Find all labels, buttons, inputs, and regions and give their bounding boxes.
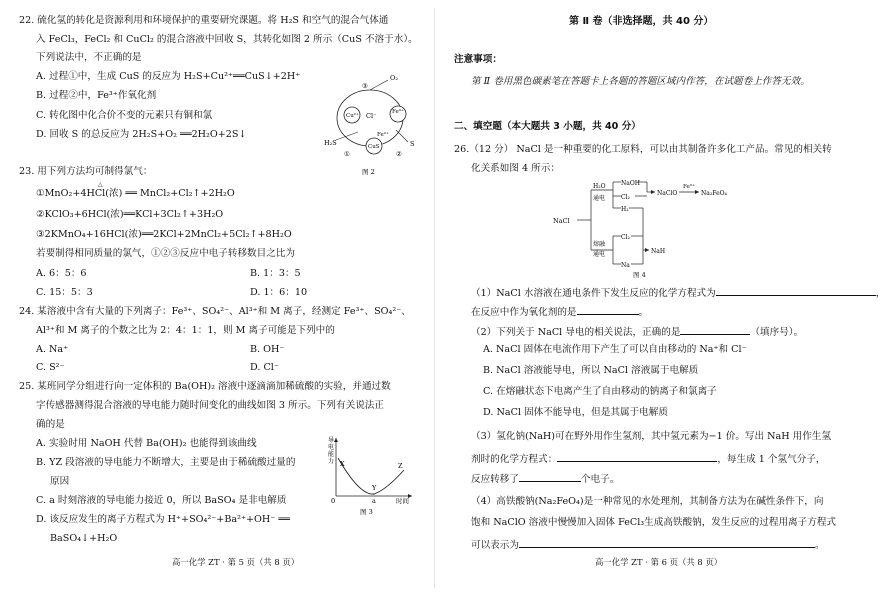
q24-option-b: B. OH⁻ bbox=[250, 344, 285, 355]
fig4-nah: NaH bbox=[651, 248, 666, 255]
q26-part3-line1: （3）氢化钠(NaH)可在野外用作生氢剂，其中氢元素为−1 价。写出 NaH 用作生氢 bbox=[471, 431, 832, 442]
q26-part2-text: （2）下列关于 NaCl 导电的相关说法，正确的是 bbox=[471, 327, 681, 338]
fig4-cl2-b: Cl₂ bbox=[621, 234, 630, 241]
q23-stem: 23. 用下列方法均可制得氯气： bbox=[19, 166, 153, 177]
q25-stem-line1: 25. 某班同学分组进行向一定体积的 Ba(OH)₂ 溶液中逐滴滴加稀硫酸的实验，并通过数 bbox=[19, 381, 391, 392]
q26-part4-end: 。 bbox=[814, 540, 825, 551]
q26-part4-line3 bbox=[471, 538, 825, 551]
figure-2-cycle-diagram bbox=[318, 70, 428, 178]
fig2-fe3: Fe³⁺ bbox=[392, 109, 404, 115]
fill-in-section-title: 二、填空题（本大题共 3 小题，共 40 分） bbox=[454, 121, 641, 132]
q26-part2-option-b: B. NaCl 溶液能导电，所以 NaCl 溶液属于电解质 bbox=[483, 365, 699, 376]
fig2-o2: O₂ bbox=[390, 74, 398, 82]
fig2-step1: ① bbox=[344, 150, 350, 158]
q23-r1-condition: △ bbox=[98, 181, 103, 188]
fig3-point-x: X bbox=[340, 460, 345, 468]
section-title: 第 Ⅱ 卷（非选择题，共 40 分） bbox=[569, 16, 714, 27]
fig3-caption: 图 3 bbox=[360, 508, 373, 516]
q22-stem-line1: 22. 硫化氢的转化是资源利用和环境保护的重要研究课题。将 H₂S 和空气的混合气体通 bbox=[19, 15, 389, 26]
q26-part1-line1: （1）NaCl 水溶液在通电条件下发生反应的化学方程式为 ， bbox=[471, 288, 885, 299]
q26-part2-hint: （填序号）。 bbox=[750, 327, 804, 338]
fig4-naclo: NaClO bbox=[657, 190, 678, 197]
fig3-point-z: Z bbox=[398, 462, 403, 470]
q23-option-d: D. 1：6：10 bbox=[250, 287, 308, 298]
fig3-point-y: Y bbox=[372, 484, 377, 492]
fig3-origin: 0 bbox=[331, 497, 336, 505]
q26-part3-blank-electrons[interactable] bbox=[519, 472, 581, 482]
fig2-cus: CuS bbox=[368, 144, 380, 150]
q22-stem-line3: 下列说法中，不正确的是 bbox=[36, 52, 142, 63]
q26-part1-text: （1）NaCl 水溶液在通电条件下发生反应的化学方程式为 bbox=[471, 288, 716, 299]
q26-part3-transfer-text: 反应转移了 bbox=[471, 474, 519, 485]
fig4-naoh: NaOH bbox=[621, 180, 640, 187]
fig4-rongrong: 熔融 bbox=[593, 241, 606, 248]
q26-part2-option-d: D. NaCl 固体不能导电，但是其属于电解质 bbox=[483, 407, 668, 418]
q25-option-c: C. a 时刻溶液的导电能力接近 0，所以 BaSO₄ 是非电解质 bbox=[36, 495, 287, 506]
fig4-nacl: NaCl bbox=[553, 217, 570, 225]
fig3-ylabel-1: 导 bbox=[328, 437, 335, 444]
q26-part2-line bbox=[471, 325, 803, 338]
figure-3-conductivity-graph bbox=[320, 436, 420, 516]
q22-option-b: B. 过程②中，Fe³⁺作氧化剂 bbox=[36, 90, 157, 101]
fig4-fe3: Fe³⁺ bbox=[683, 184, 695, 190]
q23-option-b: B. 1：3：5 bbox=[250, 268, 301, 279]
q25-option-b-line1: B. YZ 段溶液的导电能力不断增大，主要是由于稀硫酸过量的 bbox=[36, 457, 296, 468]
fig2-h2s: H₂S bbox=[324, 139, 337, 147]
q22-stem-line2: 入 FeCl₃，FeCl₂ 和 CuCl₂ 的混合溶液中回收 S，其转化如图 2 所示（CuS 不溶于水）。 bbox=[36, 34, 418, 45]
q24-stem-line1: 24. 某溶液中含有大量的下列离子：Fe³⁺、SO₄²⁻、Al³⁺和 M 离子，经测定 Fe³⁺、SO₄²⁻、 bbox=[19, 306, 411, 317]
fig2-cl: Cl⁻ bbox=[366, 112, 377, 120]
fig2-s: S bbox=[410, 140, 415, 148]
q25-option-d-line2: BaSO₄↓+H₂O bbox=[50, 533, 118, 544]
right-page-footer: 高一化学 ZT · 第 6 页（共 8 页） bbox=[595, 557, 723, 567]
q22-option-c: C. 转化图中化合价不变的元素只有铜和氯 bbox=[36, 110, 213, 121]
figure-4-nacl-conversion-diagram bbox=[551, 178, 731, 272]
q26-part2-option-a: A. NaCl 固体在电流作用下产生了可以自由移动的 Na⁺和 Cl⁻ bbox=[483, 344, 747, 355]
fig3-ylabel-4: 力 bbox=[328, 458, 335, 465]
q26-part3-blank-equation[interactable] bbox=[557, 452, 717, 462]
left-page-footer: 高一化学 ZT · 第 5 页（共 8 页） bbox=[172, 557, 300, 567]
q23-reaction-2: ②KClO₃+6HCl(浓)══KCl+3Cl₂↑+3H₂O bbox=[36, 209, 224, 220]
fig3-ylabel-2: 电 bbox=[328, 444, 335, 451]
fig2-step2: ② bbox=[396, 150, 402, 158]
fig4-h2o: H₂O bbox=[593, 183, 606, 190]
q25-stem-line2: 字传感器测得混合溶液的导电能力随时间变化的曲线如图 3 所示。下列有关说法正 bbox=[36, 400, 384, 411]
q26-stem-line2: 化关系如图 4 所示： bbox=[471, 163, 560, 174]
q24-option-c: C. S²⁻ bbox=[36, 362, 65, 373]
q25-option-b-line2: 原因 bbox=[50, 476, 70, 487]
q23-reaction-3: ③2KMnO₄+16HCl(浓)══2KCl+2MnCl₂+5Cl₂↑+8H₂O bbox=[36, 229, 292, 240]
q26-part4-line1: （4）高铁酸钠(Na₂FeO₄)是一种常见的水处理剂，其制备方法为在碱性条件下，向 bbox=[471, 496, 824, 507]
q26-part1-line2: 在反应中作为氧化剂的是 。 bbox=[471, 307, 649, 318]
q26-part1-oxidant-text: 在反应中作为氧化剂的是 bbox=[471, 307, 577, 318]
fig4-na2feo4: Na₂FeO₄ bbox=[701, 190, 727, 197]
fig4-na: Na bbox=[621, 262, 630, 269]
page-divider bbox=[434, 8, 435, 588]
q22-option-a: A. 过程①中，生成 CuS 的反应为 H₂S+Cu²⁺══CuS↓+2H⁺ bbox=[36, 71, 301, 82]
q26-stem-line1: 26.（12 分） NaCl 是一种重要的化工原料，可以由其制备许多化工产品。常见的相关转 bbox=[454, 144, 832, 155]
q26-part3-electrons-unit: 个电子。 bbox=[580, 474, 620, 485]
q26-part3-line2 bbox=[471, 452, 825, 465]
q25-option-a: A. 实验时用 NaOH 代替 Ba(OH)₂ 也能得到该曲线 bbox=[36, 438, 257, 449]
fig2-cu2: Cu²⁺ bbox=[346, 113, 359, 119]
q23-reaction-1: ①MnO₂+4HCl(浓) ══ MnCl₂+Cl₂↑+2H₂O bbox=[36, 188, 235, 199]
q26-part4-text: 可以表示为 bbox=[471, 540, 519, 551]
q23-option-a: A. 6：5：6 bbox=[36, 268, 87, 279]
fig4-caption: 图 4 bbox=[633, 271, 646, 279]
q26-part2-option-c: C. 在熔融状态下电离产生了自由移动的钠离子和氯离子 bbox=[483, 386, 717, 397]
notice-title: 注意事项： bbox=[454, 54, 502, 65]
q22-option-d: D. 回收 S 的总反应为 2H₂S+O₂ ══2H₂O+2S↓ bbox=[36, 129, 247, 140]
fig4-tongdian-2: 通电 bbox=[593, 251, 606, 258]
fig3-point-a: a bbox=[372, 497, 376, 505]
q24-option-a: A. Na⁺ bbox=[36, 344, 69, 355]
fig4-tongdian-1: 通电 bbox=[593, 195, 606, 202]
fig2-caption: 图 2 bbox=[362, 168, 375, 176]
q26-part4-blank-ionic-equation[interactable] bbox=[519, 538, 815, 548]
q26-part3-line3 bbox=[471, 472, 619, 485]
q26-part1-blank-equation[interactable] bbox=[716, 286, 876, 296]
fig2-fe2: Fe²⁺ bbox=[377, 132, 389, 138]
q25-option-d-line1: D. 该反应发生的离子方程式为 H⁺+SO₄²⁻+Ba²⁺+OH⁻ ══ bbox=[36, 514, 290, 525]
q23-option-c: C. 15：5：3 bbox=[36, 287, 93, 298]
fig2-step3: ③ bbox=[362, 82, 368, 90]
q26-part2-blank[interactable] bbox=[680, 325, 750, 335]
fig4-cl2-a: Cl₂ bbox=[621, 194, 630, 201]
fig3-ylabel-3: 能 bbox=[328, 451, 335, 458]
q26-part3-equation-text: 剂时的化学方程式： bbox=[471, 454, 558, 465]
q23-question: 若要制得相同质量的氯气，①②③反应中电子转移数目之比为 bbox=[36, 248, 296, 259]
q26-part1-blank-oxidant[interactable] bbox=[577, 305, 639, 315]
fig4-h2: H₂ bbox=[621, 206, 629, 213]
notice-body: 第 Ⅱ 卷用黑色碳素笔在答题卡上各题的答题区域内作答，在试题卷上作答无效。 bbox=[471, 76, 810, 87]
q26-part4-line2: 饱和 NaClO 溶液中慢慢加入固体 FeCl₃生成高铁酸钠，发生反应的过程用离子方程式 bbox=[471, 517, 837, 528]
q25-stem-line3: 确的是 bbox=[36, 419, 65, 430]
q24-stem-line2: Al³⁺和 M 离子的个数之比为 2：4：1：1，则 M 离子可能是下列中的 bbox=[36, 325, 335, 336]
q26-part3-per-h2-text: ，每生成 1 个氢气分子， bbox=[717, 454, 826, 465]
q24-option-d: D. Cl⁻ bbox=[250, 362, 279, 373]
fig3-time-label: 时间 bbox=[396, 497, 409, 505]
